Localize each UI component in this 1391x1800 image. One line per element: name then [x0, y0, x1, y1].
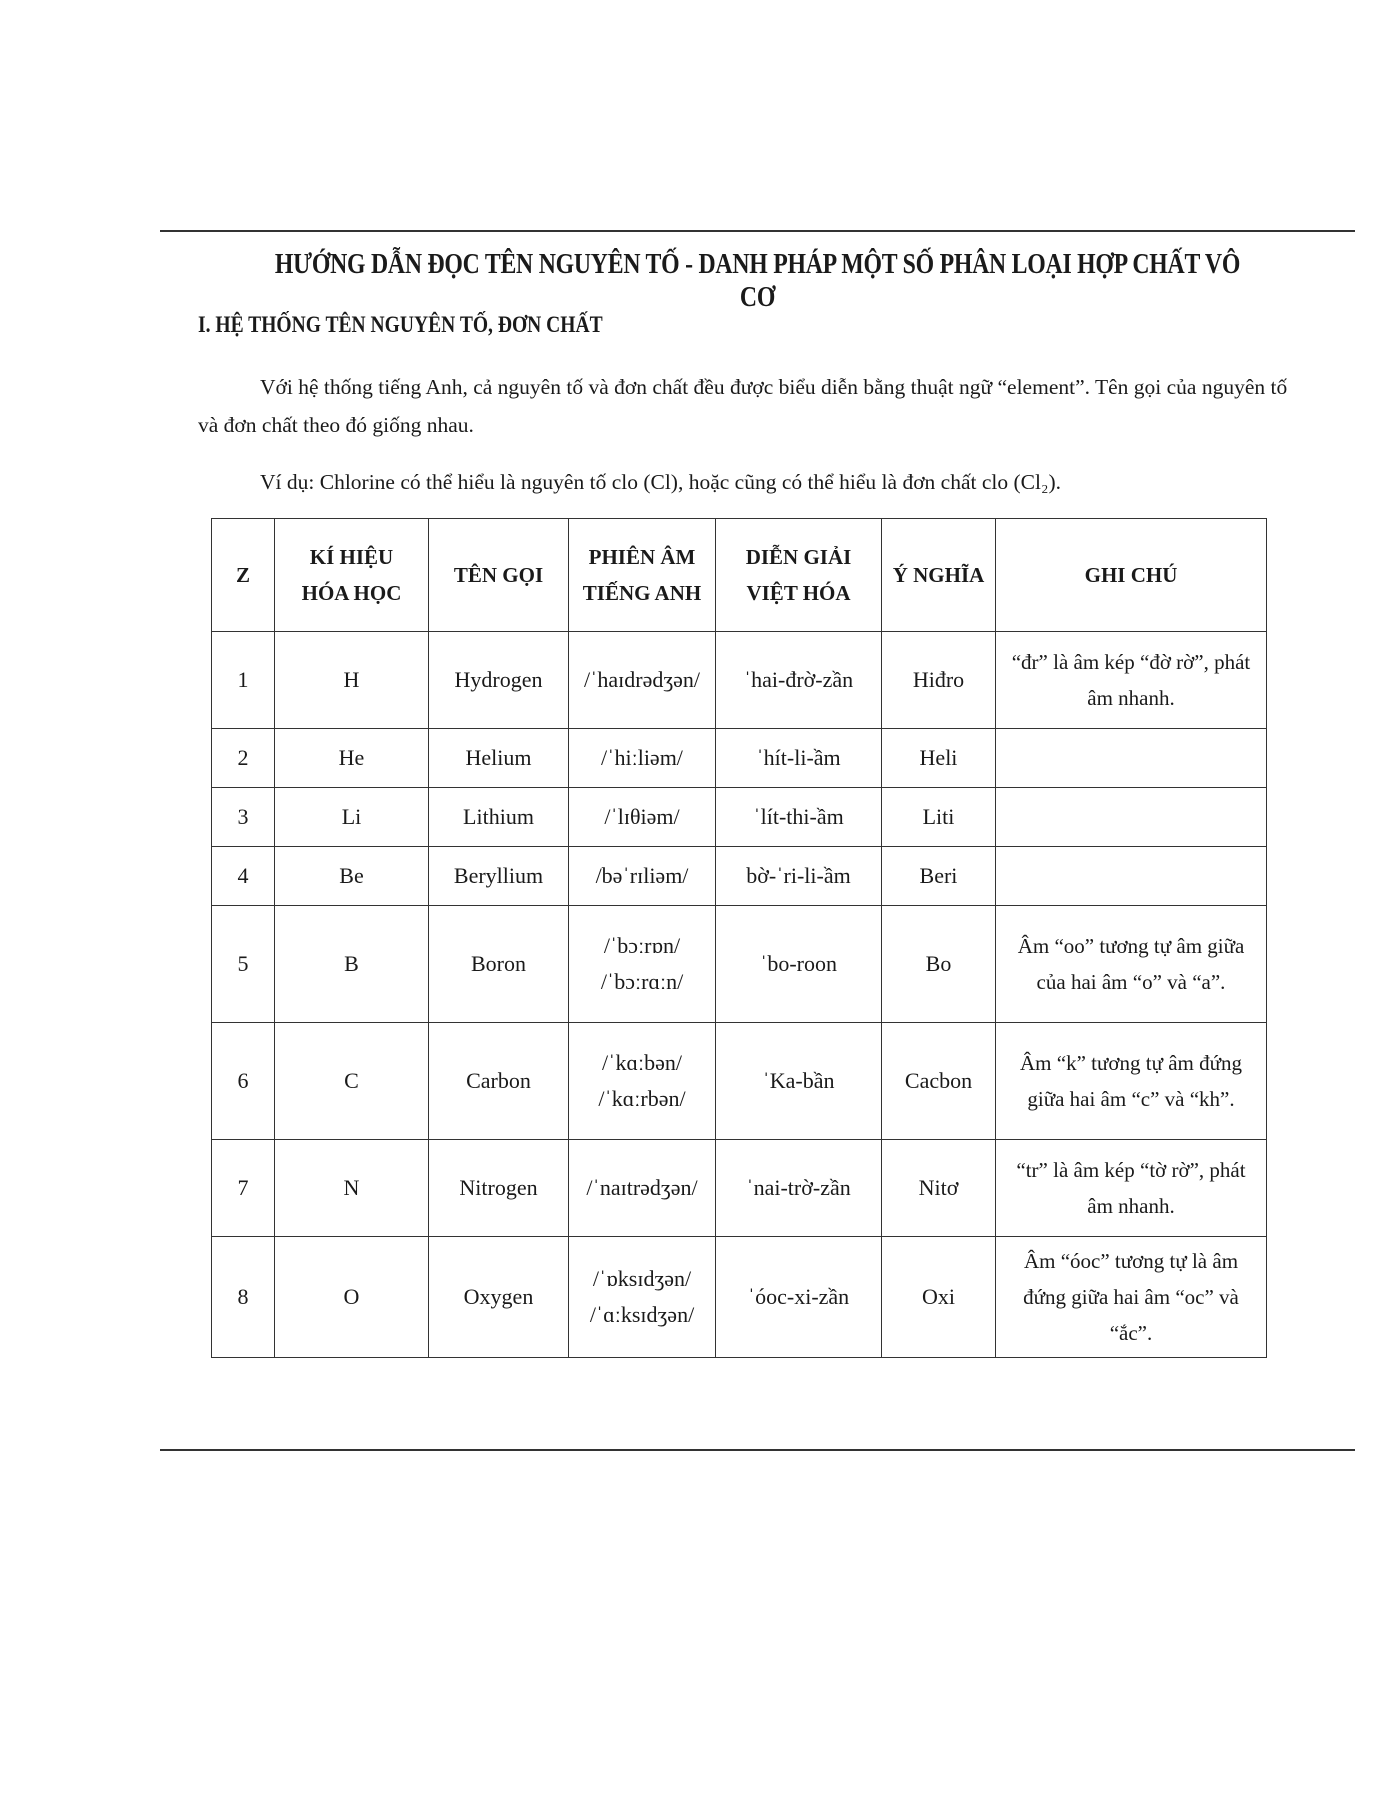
cell-viet: ˈhai-đrờ-zần: [716, 632, 882, 729]
cell-ipa: /ˈlɪθiəm/: [569, 788, 716, 847]
top-rule: [160, 230, 1355, 232]
cell-note: “tr” là âm kép “tờ rờ”, phát âm nhanh.: [996, 1140, 1267, 1237]
header-viet: DIỄN GIẢI VIỆT HÓA: [716, 519, 882, 632]
table-row: [212, 1140, 1267, 1237]
cell-note: “đr” là âm kép “đờ rờ”, phát âm nhanh.: [996, 632, 1267, 729]
cell-ipa: /ˈhaɪdrədʒən/: [569, 632, 716, 729]
cell-note: Âm “k” tương tự âm đứng giữa hai âm “c” và “kh”.: [996, 1023, 1267, 1140]
cell-viet: ˈKa-bần: [716, 1023, 882, 1140]
cell-ipa: /bəˈrɪliəm/: [569, 847, 716, 906]
header-ipa: PHIÊN ÂM TIẾNG ANH: [569, 519, 716, 632]
cell-z: 5: [212, 906, 275, 1023]
cell-symbol: O: [275, 1237, 429, 1358]
table-row: [212, 847, 1267, 906]
cell-name: Carbon: [429, 1023, 569, 1140]
table-row: [212, 632, 1267, 729]
table-row: [212, 729, 1267, 788]
cell-meaning: Liti: [882, 788, 996, 847]
cell-name: Oxygen: [429, 1237, 569, 1358]
cell-z: 1: [212, 632, 275, 729]
table-row: [212, 1023, 1267, 1140]
cell-viet: ˈhít-li-ầm: [716, 729, 882, 788]
cell-name: Lithium: [429, 788, 569, 847]
bottom-rule: [160, 1449, 1355, 1451]
cell-symbol: H: [275, 632, 429, 729]
cell-note: [996, 847, 1267, 906]
cell-note: [996, 788, 1267, 847]
table-row: [212, 1237, 1267, 1358]
intro-paragraph: Với hệ thống tiếng Anh, cả nguyên tố và đơn chất đều được biểu diễn bằng thuật ngữ “element”. Tên gọi của nguyên tố và đơn chất theo đó giống nhau.: [198, 375, 1288, 437]
cell-z: 7: [212, 1140, 275, 1237]
cell-z: 8: [212, 1237, 275, 1358]
cell-meaning: Heli: [882, 729, 996, 788]
cell-viet: ˈbo-roon: [716, 906, 882, 1023]
cell-name: Helium: [429, 729, 569, 788]
cell-symbol: N: [275, 1140, 429, 1237]
header-meaning: Ý NGHĨA: [882, 519, 996, 632]
cell-viet: ˈlít-thi-ầm: [716, 788, 882, 847]
cell-ipa: /ˈkɑːbən/ /ˈkɑːrbən/: [569, 1023, 716, 1140]
cell-viet: ˈnai-trờ-zần: [716, 1140, 882, 1237]
table-row: [212, 906, 1267, 1023]
cell-z: 6: [212, 1023, 275, 1140]
cell-ipa: /ˈɒksɪdʒən/ /ˈɑːksɪdʒən/: [569, 1237, 716, 1358]
cell-meaning: Hiđro: [882, 632, 996, 729]
cell-z: 4: [212, 847, 275, 906]
cell-name: Boron: [429, 906, 569, 1023]
cell-note: Âm “oo” tương tự âm giữa của hai âm “o” và “a”.: [996, 906, 1267, 1023]
cell-meaning: Nitơ: [882, 1140, 996, 1237]
table-header-row: [212, 519, 1267, 632]
cell-symbol: B: [275, 906, 429, 1023]
table-row: [212, 788, 1267, 847]
example-paragraph: Ví dụ: Chlorine có thể hiểu là nguyên tố clo (Cl), hoặc cũng có thể hiểu là đơn chất clo (Cl₂).: [260, 470, 1062, 494]
cell-name: Nitrogen: [429, 1140, 569, 1237]
header-note: GHI CHÚ: [996, 519, 1267, 632]
cell-name: Beryllium: [429, 847, 569, 906]
cell-ipa: /ˈhiːliəm/: [569, 729, 716, 788]
section-heading: I. HỆ THỐNG TÊN NGUYÊN TỐ, ĐƠN CHẤT: [198, 312, 603, 337]
cell-symbol: He: [275, 729, 429, 788]
cell-symbol: Be: [275, 847, 429, 906]
document-title: HƯỚNG DẪN ĐỌC TÊN NGUYÊN TỐ - DANH PHÁP MỘT SỐ PHÂN LOẠI HỢP CHẤT VÔ CƠ: [274, 248, 1241, 313]
cell-meaning: Cacbon: [882, 1023, 996, 1140]
cell-viet: ˈóoc-xi-zần: [716, 1237, 882, 1358]
cell-note: Âm “óoc” tương tự là âm đứng giữa hai âm “oc” và “ắc”.: [996, 1237, 1267, 1358]
cell-meaning: Oxi: [882, 1237, 996, 1358]
cell-z: 2: [212, 729, 275, 788]
cell-note: [996, 729, 1267, 788]
element-table: [211, 518, 1267, 1358]
header-symbol: KÍ HIỆU HÓA HỌC: [275, 519, 429, 632]
header-name: TÊN GỌI: [429, 519, 569, 632]
cell-symbol: C: [275, 1023, 429, 1140]
cell-z: 3: [212, 788, 275, 847]
header-z: Z: [212, 519, 275, 632]
cell-meaning: Beri: [882, 847, 996, 906]
cell-name: Hydrogen: [429, 632, 569, 729]
cell-ipa: /ˈbɔːrɒn/ /ˈbɔːrɑːn/: [569, 906, 716, 1023]
cell-viet: bờ-ˈri-li-ầm: [716, 847, 882, 906]
cell-meaning: Bo: [882, 906, 996, 1023]
cell-ipa: /ˈnaɪtrədʒən/: [569, 1140, 716, 1237]
cell-symbol: Li: [275, 788, 429, 847]
